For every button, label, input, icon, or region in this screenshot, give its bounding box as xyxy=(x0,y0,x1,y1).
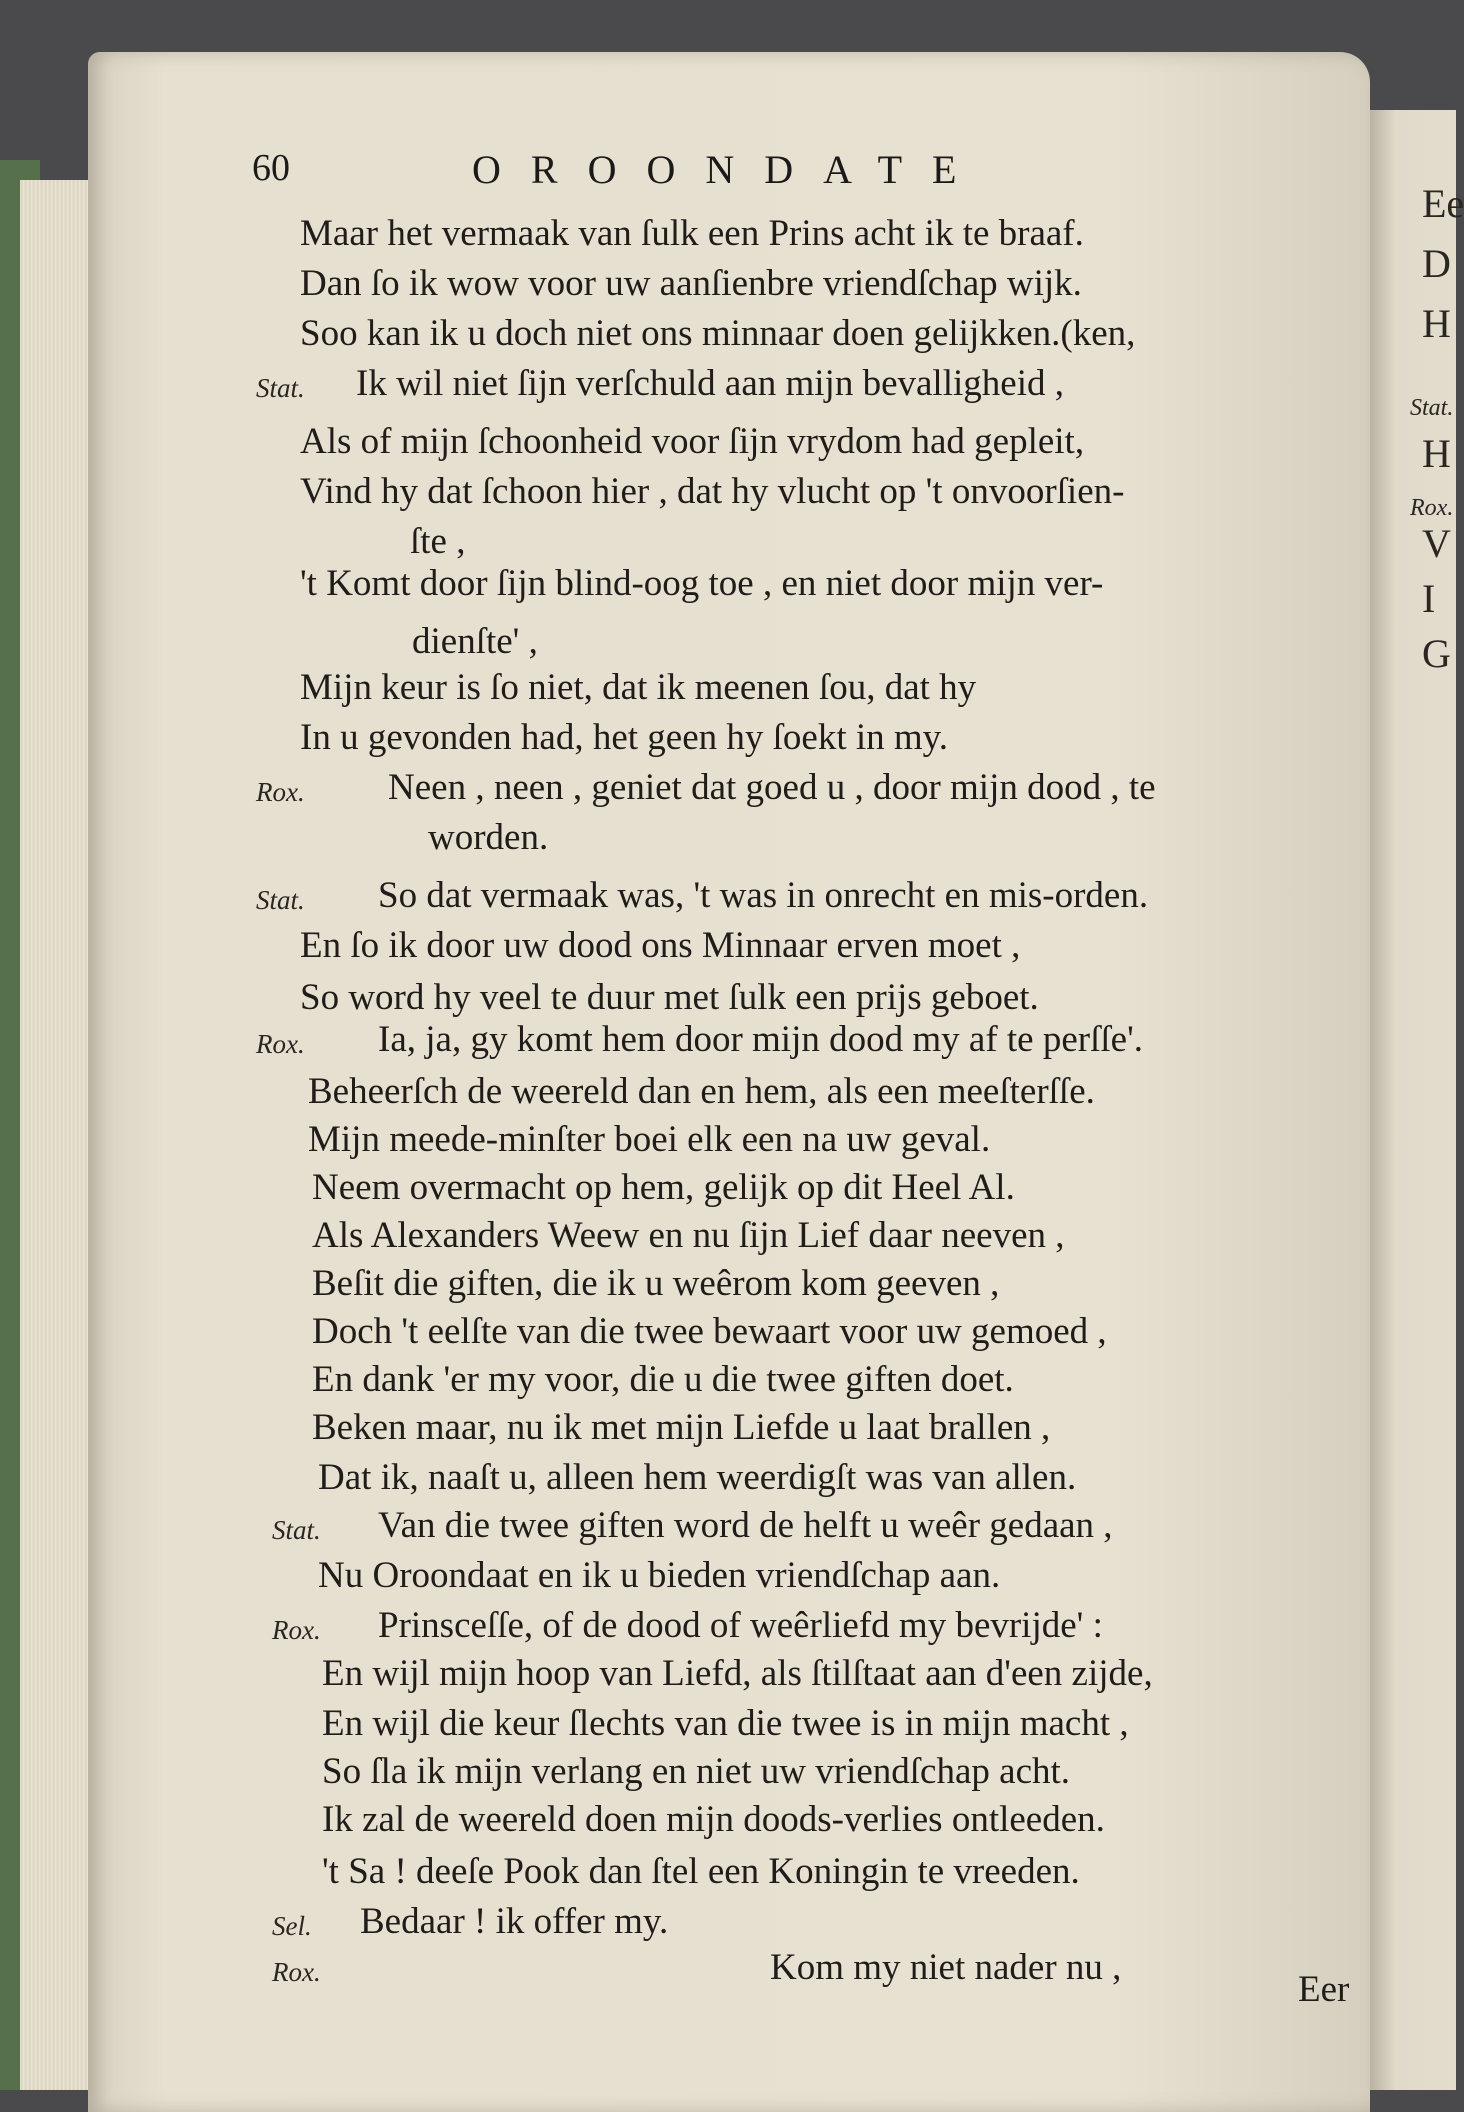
speaker-label: Rox. xyxy=(256,777,305,807)
facing-fragment: H xyxy=(1422,301,1451,346)
verse-line: worden. xyxy=(428,817,549,858)
facing-fragment: Rox. xyxy=(1410,495,1454,521)
facing-fragment: G xyxy=(1422,631,1451,676)
verse-line: En dank 'er my voor, die u die twee giften doet. xyxy=(312,1359,1014,1400)
verse-line: Soo kan ik u doch niet ons minnaar doen gelijkken.(ken, xyxy=(300,313,1136,354)
verse-line: dienſte' , xyxy=(412,621,538,662)
verse-line: Dan ſo ik wow voor uw aanſienbre vriendſchap wijk. xyxy=(300,263,1082,304)
facing-fragment: Ee xyxy=(1422,181,1464,226)
verse-line: Als Alexanders Weew en nu ſijn Lief daar neeven , xyxy=(312,1215,1065,1256)
verse-line: Maar het vermaak van ſulk een Prins acht ik te braaf. xyxy=(300,213,1084,254)
verse-line: Mijn meede-minſter boei elk een na uw geval. xyxy=(308,1119,991,1160)
verse-line: In u gevonden had, het geen hy ſoekt in my. xyxy=(300,717,949,758)
verse-line: Prinsceſſe, of de dood of weêrliefd my bevrijde' : xyxy=(378,1605,1103,1646)
verse-line: En wijl mijn hoop van Liefd, als ſtilſtaat aan d'een zijde, xyxy=(322,1653,1153,1694)
speaker-label: Rox. xyxy=(272,1957,321,1987)
facing-fragment: Stat. xyxy=(1410,395,1454,421)
verse-line: Mijn keur is ſo niet, dat ik meenen ſou, dat hy xyxy=(300,667,977,708)
verse-line: Bedaar ! ik offer my. xyxy=(360,1901,669,1942)
running-title: OROONDATE xyxy=(472,147,987,192)
catchword: Eer xyxy=(1298,1969,1350,2010)
verse-line: Als of mijn ſchoonheid voor ſijn vrydom had gepleit, xyxy=(300,421,1085,462)
verse-line: En ſo ik door uw dood ons Minnaar erven moet , xyxy=(300,925,1021,966)
facing-fragment: I xyxy=(1422,576,1436,621)
speaker-label: Sel. xyxy=(272,1911,312,1941)
facing-fragment: V xyxy=(1422,521,1451,566)
verse-line: Ia, ja, gy komt hem door mijn dood my af te perſſe'. xyxy=(378,1019,1143,1060)
verse-line: Beken maar, nu ik met mijn Liefde u laat brallen , xyxy=(312,1407,1051,1448)
facing-fragment: D xyxy=(1422,241,1451,286)
verse-line: ſte , xyxy=(410,521,466,562)
speaker-label: Stat. xyxy=(272,1515,321,1545)
verse-line: Dat ik, naaſt u, alleen hem weerdigſt was van allen. xyxy=(318,1457,1077,1498)
verse-line: So dat vermaak was, 't was in onrecht en mis-orden. xyxy=(378,875,1149,916)
verse-line: En wijl die keur ſlechts van die twee is in mijn macht , xyxy=(322,1703,1129,1744)
verse-line: So word hy veel te duur met ſulk een prijs geboet. xyxy=(300,977,1039,1018)
verse-line: Vind hy dat ſchoon hier , dat hy vlucht op 't onvoorſien- xyxy=(300,471,1125,512)
verse-line: Nu Oroondaat en ik u bieden vriendſchap aan. xyxy=(318,1555,1001,1596)
speaker-label: Stat. xyxy=(256,885,305,915)
verse-line: Beheerſch de weereld dan en hem, als een meeſterſſe. xyxy=(308,1071,1095,1112)
speaker-label: Stat. xyxy=(256,373,305,403)
speaker-label: Rox. xyxy=(272,1615,321,1645)
verse-line: 't Komt door ſijn blind-oog toe , en niet door mijn ver- xyxy=(300,563,1104,604)
verse-line: So ſla ik mijn verlang en niet uw vriendſchap acht. xyxy=(322,1751,1071,1792)
verse-line: Neen , neen , geniet dat goed u , door mijn dood , te xyxy=(388,767,1156,808)
verse-line: Ik wil niet ſijn verſchuld aan mijn bevalligheid , xyxy=(356,363,1064,404)
speaker-label: Rox. xyxy=(256,1029,305,1059)
verse-line: Van die twee giften word de helft u weêr gedaan , xyxy=(378,1505,1113,1546)
verse-line: Kom my niet nader nu , xyxy=(770,1947,1122,1988)
verse-line: Neem overmacht op hem, gelijk op dit Heel Al. xyxy=(312,1167,1015,1208)
verse-line: Doch 't eelſte van die twee bewaart voor uw gemoed , xyxy=(312,1311,1107,1352)
page-number: 60 xyxy=(252,147,290,189)
verse-line: Ik zal de weereld doen mijn doods-verlies ontleeden. xyxy=(322,1799,1105,1840)
verse-line: 't Sa ! deeſe Pook dan ſtel een Koningin te vreeden. xyxy=(322,1851,1080,1892)
facing-fragment: H xyxy=(1422,431,1451,476)
verse-line: Beſit die giften, die ik u weêrom kom geeven , xyxy=(312,1263,1000,1304)
